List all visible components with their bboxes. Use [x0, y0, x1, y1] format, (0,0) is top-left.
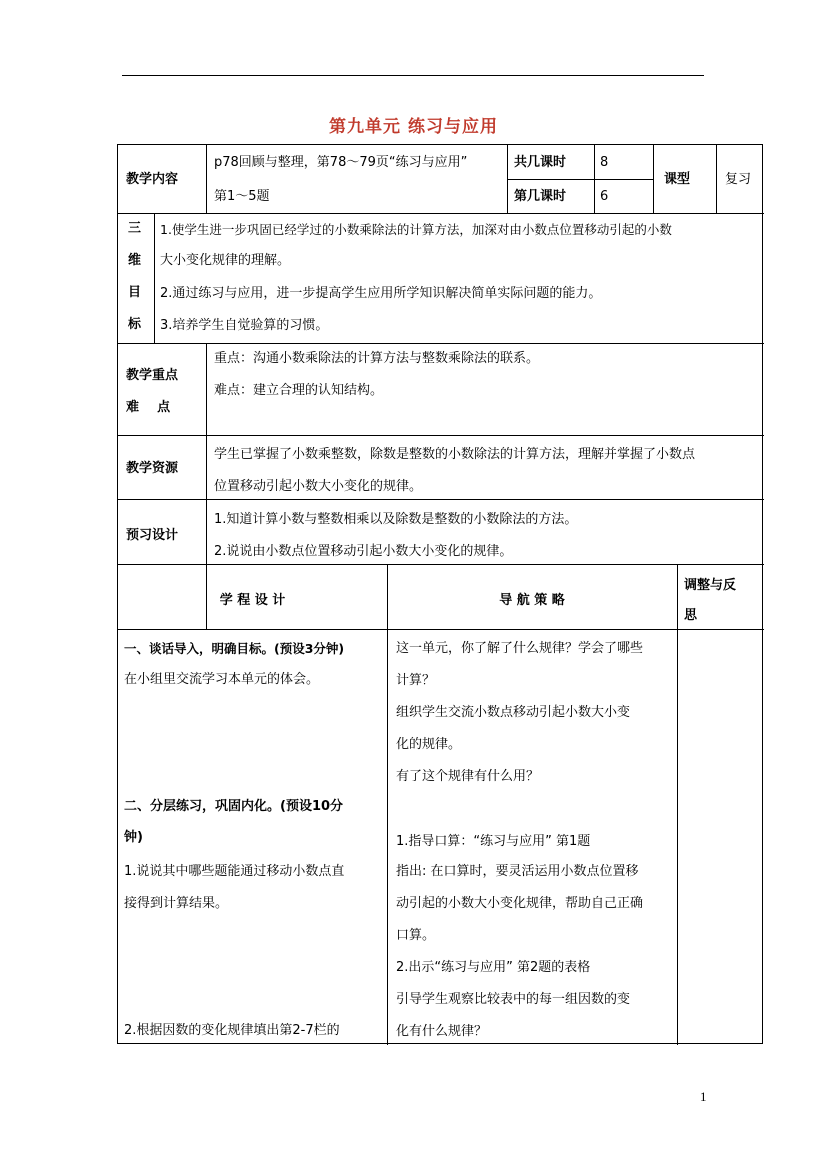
- resources-line: 位置移动引起小数大小变化的规律。: [214, 479, 423, 494]
- col-divider: [716, 145, 717, 213]
- strategy-line: 组织学生交流小数点移动引起小数大小变: [396, 705, 631, 720]
- difficulty-label: 难 点: [126, 400, 171, 415]
- adjust-column-header: 思: [684, 608, 698, 623]
- row-divider: [118, 435, 764, 436]
- content-line: p78回顾与整理，第78～79页“练习与应用”: [214, 155, 468, 170]
- goals-label-char: 维: [128, 253, 142, 268]
- goals-label-char: 标: [128, 317, 142, 332]
- process-line: 接得到计算结果。: [124, 896, 229, 911]
- strategy-line: 动引起的小数大小变化规律，帮助自己正确: [396, 896, 644, 911]
- goal-line: 3.培养学生自觉验算的习惯。: [160, 318, 329, 333]
- col-divider: [677, 564, 678, 1045]
- content-line: 第1～5题: [214, 189, 270, 204]
- goal-line: 大小变化规律的理解。: [160, 253, 291, 268]
- lesson-plan-table: [117, 144, 763, 1044]
- row-divider: [118, 564, 764, 565]
- row-divider: [118, 213, 764, 214]
- process-line: 钟): [124, 830, 143, 845]
- strategy-column-header: 导 航 策 略: [499, 593, 565, 608]
- preview-line: 1.知道计算小数与整数相乘以及除数是整数的小数除法的方法。: [214, 512, 578, 527]
- resources-line: 学生已掌握了小数乘整数，除数是整数的小数除法的计算方法，理解并掌握了小数点: [214, 447, 696, 462]
- strategy-line: 这一单元，你了解了什么规律？学会了哪些: [396, 641, 644, 656]
- col-divider: [507, 145, 508, 213]
- process-line: 2.根据因数的变化规律填出第2-7栏的: [124, 1023, 340, 1038]
- total-lessons-label: 共几课时: [514, 155, 567, 170]
- difficulty-line: 难点：建立合理的认知结构。: [214, 383, 384, 398]
- goal-line: 2.通过练习与应用，进一步提高学生应用所学知识解决简单实际问题的能力。: [160, 286, 602, 301]
- page-title: 第九单元 练习与应用: [329, 117, 498, 137]
- col-divider: [206, 145, 207, 213]
- goals-label-char: 目: [128, 285, 142, 300]
- process-line: 1.说说其中哪些题能通过移动小数点直: [124, 864, 345, 879]
- goal-line: 1.使学生进一步巩固已经学过的小数乘除法的计算方法，加深对由小数点位置移动引起的小数: [160, 222, 672, 237]
- col-divider: [594, 145, 595, 213]
- row-divider: [118, 499, 764, 500]
- strategy-line: 计算？: [396, 673, 436, 688]
- col-divider: [653, 145, 654, 213]
- strategy-line: 1.指导口算：“练习与应用” 第1题: [396, 834, 591, 849]
- preview-line: 2.说说由小数点位置移动引起小数大小变化的规律。: [214, 544, 513, 559]
- process-line: 在小组里交流学习本单元的体会。: [124, 672, 320, 687]
- lesson-type-value: 复习: [725, 172, 752, 187]
- process-column-header: 学 程 设 计: [219, 593, 286, 608]
- row-divider: [118, 629, 764, 630]
- page-number: 1: [700, 1089, 707, 1104]
- process-line: 二、分层练习，巩固内化。(预设10分: [124, 799, 344, 814]
- adjust-column-header: 调整与反: [684, 578, 737, 593]
- col-divider: [387, 564, 388, 1045]
- process-line: 一、谈话导入，明确目标。(预设3分钟): [124, 641, 345, 656]
- total-lessons-value: 8: [600, 155, 609, 170]
- strategy-line: 指出: 在口算时，要灵活运用小数点位置移: [396, 864, 639, 879]
- strategy-line: 2.出示“练习与应用” 第2题的表格: [396, 960, 591, 975]
- preview-label: 预习设计: [126, 528, 179, 543]
- key-points-label: 教学重点: [126, 368, 179, 383]
- strategy-line: 引导学生观察比较表中的每一组因数的变: [396, 992, 631, 1007]
- lesson-number-label: 第几课时: [514, 189, 567, 204]
- key-point-line: 重点：沟通小数乘除法的计算方法与整数乘除法的联系。: [214, 351, 540, 366]
- strategy-line: 化有什么规律？: [396, 1024, 488, 1039]
- strategy-line: 有了这个规律有什么用？: [396, 769, 540, 784]
- row-divider: [507, 179, 653, 180]
- strategy-line: 化的规律。: [396, 737, 462, 752]
- resources-label: 教学资源: [126, 461, 179, 476]
- col-divider: [206, 343, 207, 629]
- content-label: 教学内容: [126, 172, 179, 187]
- lesson-number-value: 6: [600, 189, 609, 204]
- goals-label-char: 三: [128, 221, 142, 236]
- row-divider: [118, 343, 764, 344]
- lesson-type-label: 课型: [664, 172, 691, 187]
- strategy-line: 口算。: [396, 928, 436, 943]
- header-rule: [122, 75, 704, 76]
- col-divider: [154, 213, 155, 343]
